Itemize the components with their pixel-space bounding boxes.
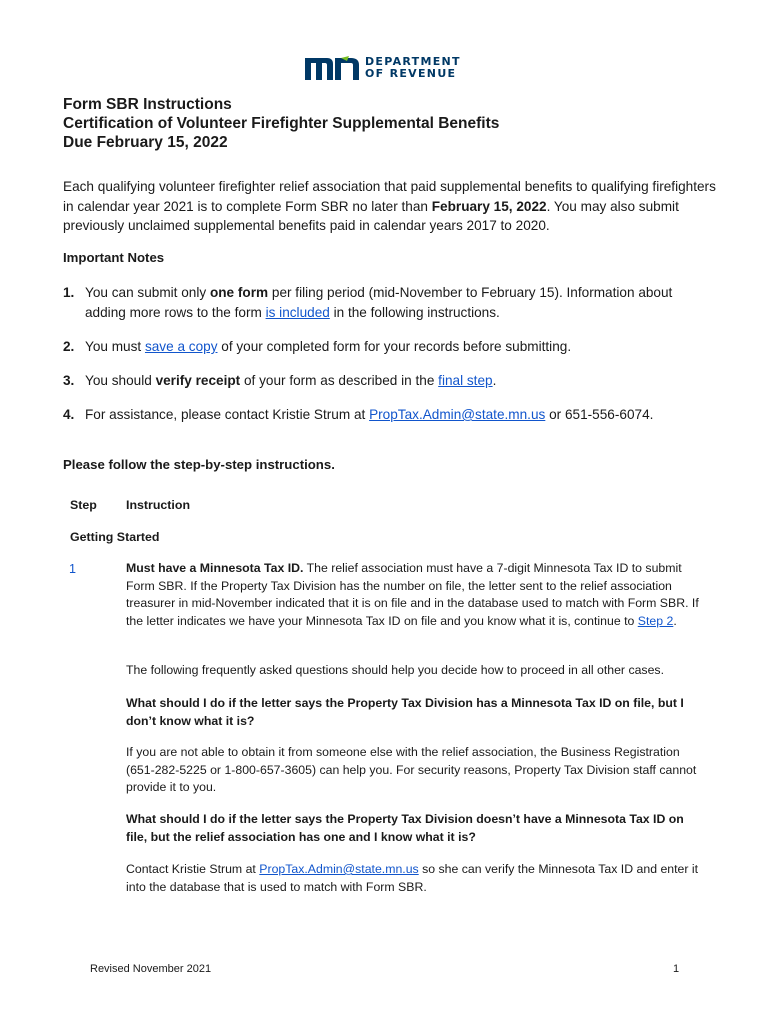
note-2	[63, 337, 713, 357]
step-1-bold-lead: Must have a Minnesota Tax ID.	[126, 561, 304, 575]
faq-intro: The following frequently asked questions should help you decide how to proceed in all other cases.	[126, 663, 664, 677]
faq-question-1: What should I do if the letter says the Property Tax Division has a Minnesota Tax ID on file, but I don’t know what it is?	[126, 696, 684, 728]
note-text: or 651-556-6074.	[545, 407, 654, 422]
step-1-paragraph	[126, 560, 706, 630]
note-bold: verify receipt	[155, 373, 241, 388]
title-line-2: Certification of Volunteer Firefighter Supplemental Benefits	[63, 115, 500, 132]
important-notes-heading: Important Notes	[63, 250, 165, 265]
mn-revenue-logo	[305, 56, 461, 80]
section-getting-started: Getting Started	[70, 530, 160, 544]
note-4	[63, 405, 713, 425]
note-text: You should	[85, 373, 156, 388]
note-number: 1.	[63, 285, 75, 300]
faq-answer-2-text: Contact Kristie Strum at	[126, 862, 260, 876]
email-link-2[interactable]: PropTax.Admin@state.mn.us	[259, 862, 419, 876]
intro-text-2: . You may also submit previously unclaimed supplemental benefits paid in calendar years 2017 to 2020.	[63, 198, 679, 233]
document-title	[63, 95, 499, 152]
email-link[interactable]: PropTax.Admin@state.mn.us	[369, 407, 546, 422]
intro-due-date: February 15, 2022	[431, 198, 547, 214]
title-line-1: Form SBR Instructions	[63, 96, 232, 113]
logo-text	[365, 56, 461, 80]
note-text: .	[492, 373, 497, 388]
step-1-text-end: .	[673, 613, 677, 628]
final-step-link[interactable]: final step	[438, 373, 493, 388]
note-text: in the following instructions.	[329, 304, 500, 320]
note-text: You can submit only	[85, 285, 210, 300]
note-1	[63, 283, 713, 322]
step-1-number[interactable]: 1	[69, 562, 77, 576]
is-included-link[interactable]: is included	[265, 304, 330, 320]
faq-answer-2-text-end: so she can verify the Minnesota Tax ID and enter it into the database that is used to match with Form SBR.	[126, 862, 699, 894]
step-2-link[interactable]: Step 2	[637, 613, 674, 628]
logo-word-department: DEPARTMENT	[365, 55, 461, 68]
note-text: per filing period (mid-November to February 15). Information about adding more rows to the form	[85, 285, 673, 320]
faq-question-2: What should I do if the letter says the Property Tax Division doesn’t have a Minnesota Tax ID on file, but the relief association has one and I know what it is?	[126, 812, 684, 844]
follow-instructions-heading: Please follow the step-by-step instructions.	[63, 457, 335, 472]
note-number: 2.	[63, 339, 75, 354]
logo-word-of-revenue: OF REVENUE	[365, 67, 457, 80]
note-bold: one form	[209, 285, 269, 300]
footer-page-number: 1	[673, 963, 680, 975]
note-3	[63, 371, 713, 391]
faq-answer-1: If you are not able to obtain it from someone else with the relief association, the Business Registration (651-282-5225 or 1-800-657-3605) can help you. For security reasons, Property Tax Division staff cannot provide it to you.	[126, 745, 697, 794]
note-text: For assistance, please contact Kristie Strum at	[85, 407, 370, 422]
intro-text-1: Each qualifying volunteer firefighter relief association that paid supplemental benefits to qualifying firefighters in calendar year 2021 is to complete Form SBR no later than	[63, 179, 716, 214]
footer-revised-date: Revised November 2021	[90, 963, 212, 975]
note-number: 3.	[63, 373, 75, 388]
save-a-copy-link[interactable]: save a copy	[144, 339, 218, 354]
step-1-text: The relief association must have a 7-digit Minnesota Tax ID to submit Form SBR. If the Property Tax Division has the number on file, the letter sent to the relief association treasurer in mid-November indicated that it is on file and in the database used to match with Form SBR. If the letter indicates we have your Minnesota Tax ID on file and you know what it is, continue to	[126, 561, 699, 628]
column-header-instruction: Instruction	[126, 498, 191, 512]
note-text: of your completed form for your records before submitting.	[217, 339, 572, 354]
note-text: of your form as described in the	[240, 373, 439, 388]
note-text: You must	[85, 339, 145, 354]
minnesota-mn-logo-icon	[305, 56, 361, 80]
column-header-step: Step	[70, 498, 97, 512]
intro-paragraph	[63, 177, 723, 236]
note-number: 4.	[63, 407, 75, 422]
title-line-3: Due February 15, 2022	[63, 134, 228, 151]
faq-answer-2	[126, 861, 706, 896]
